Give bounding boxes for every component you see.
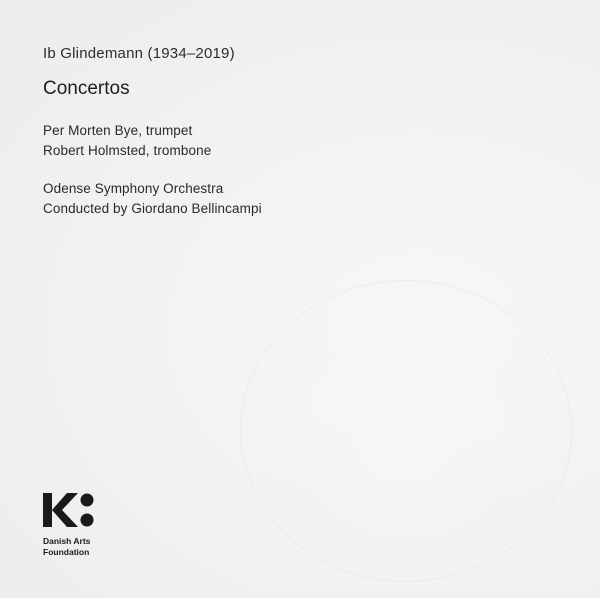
logo-text-line-2: Foundation bbox=[43, 547, 90, 557]
album-title: Concertos bbox=[43, 78, 130, 99]
conductor-name: Conducted by Giordano Bellincampi bbox=[43, 201, 262, 216]
logo-text-line-1: Danish Arts bbox=[43, 536, 91, 546]
soloist-trumpet: Per Morten Bye, trumpet bbox=[43, 123, 193, 138]
background-disc-mark bbox=[240, 280, 572, 582]
soloist-trombone: Robert Holmsted, trombone bbox=[43, 143, 212, 158]
composer-name: Ib Glindemann (1934–2019) bbox=[43, 45, 235, 62]
orchestra-name: Odense Symphony Orchestra bbox=[43, 181, 224, 196]
